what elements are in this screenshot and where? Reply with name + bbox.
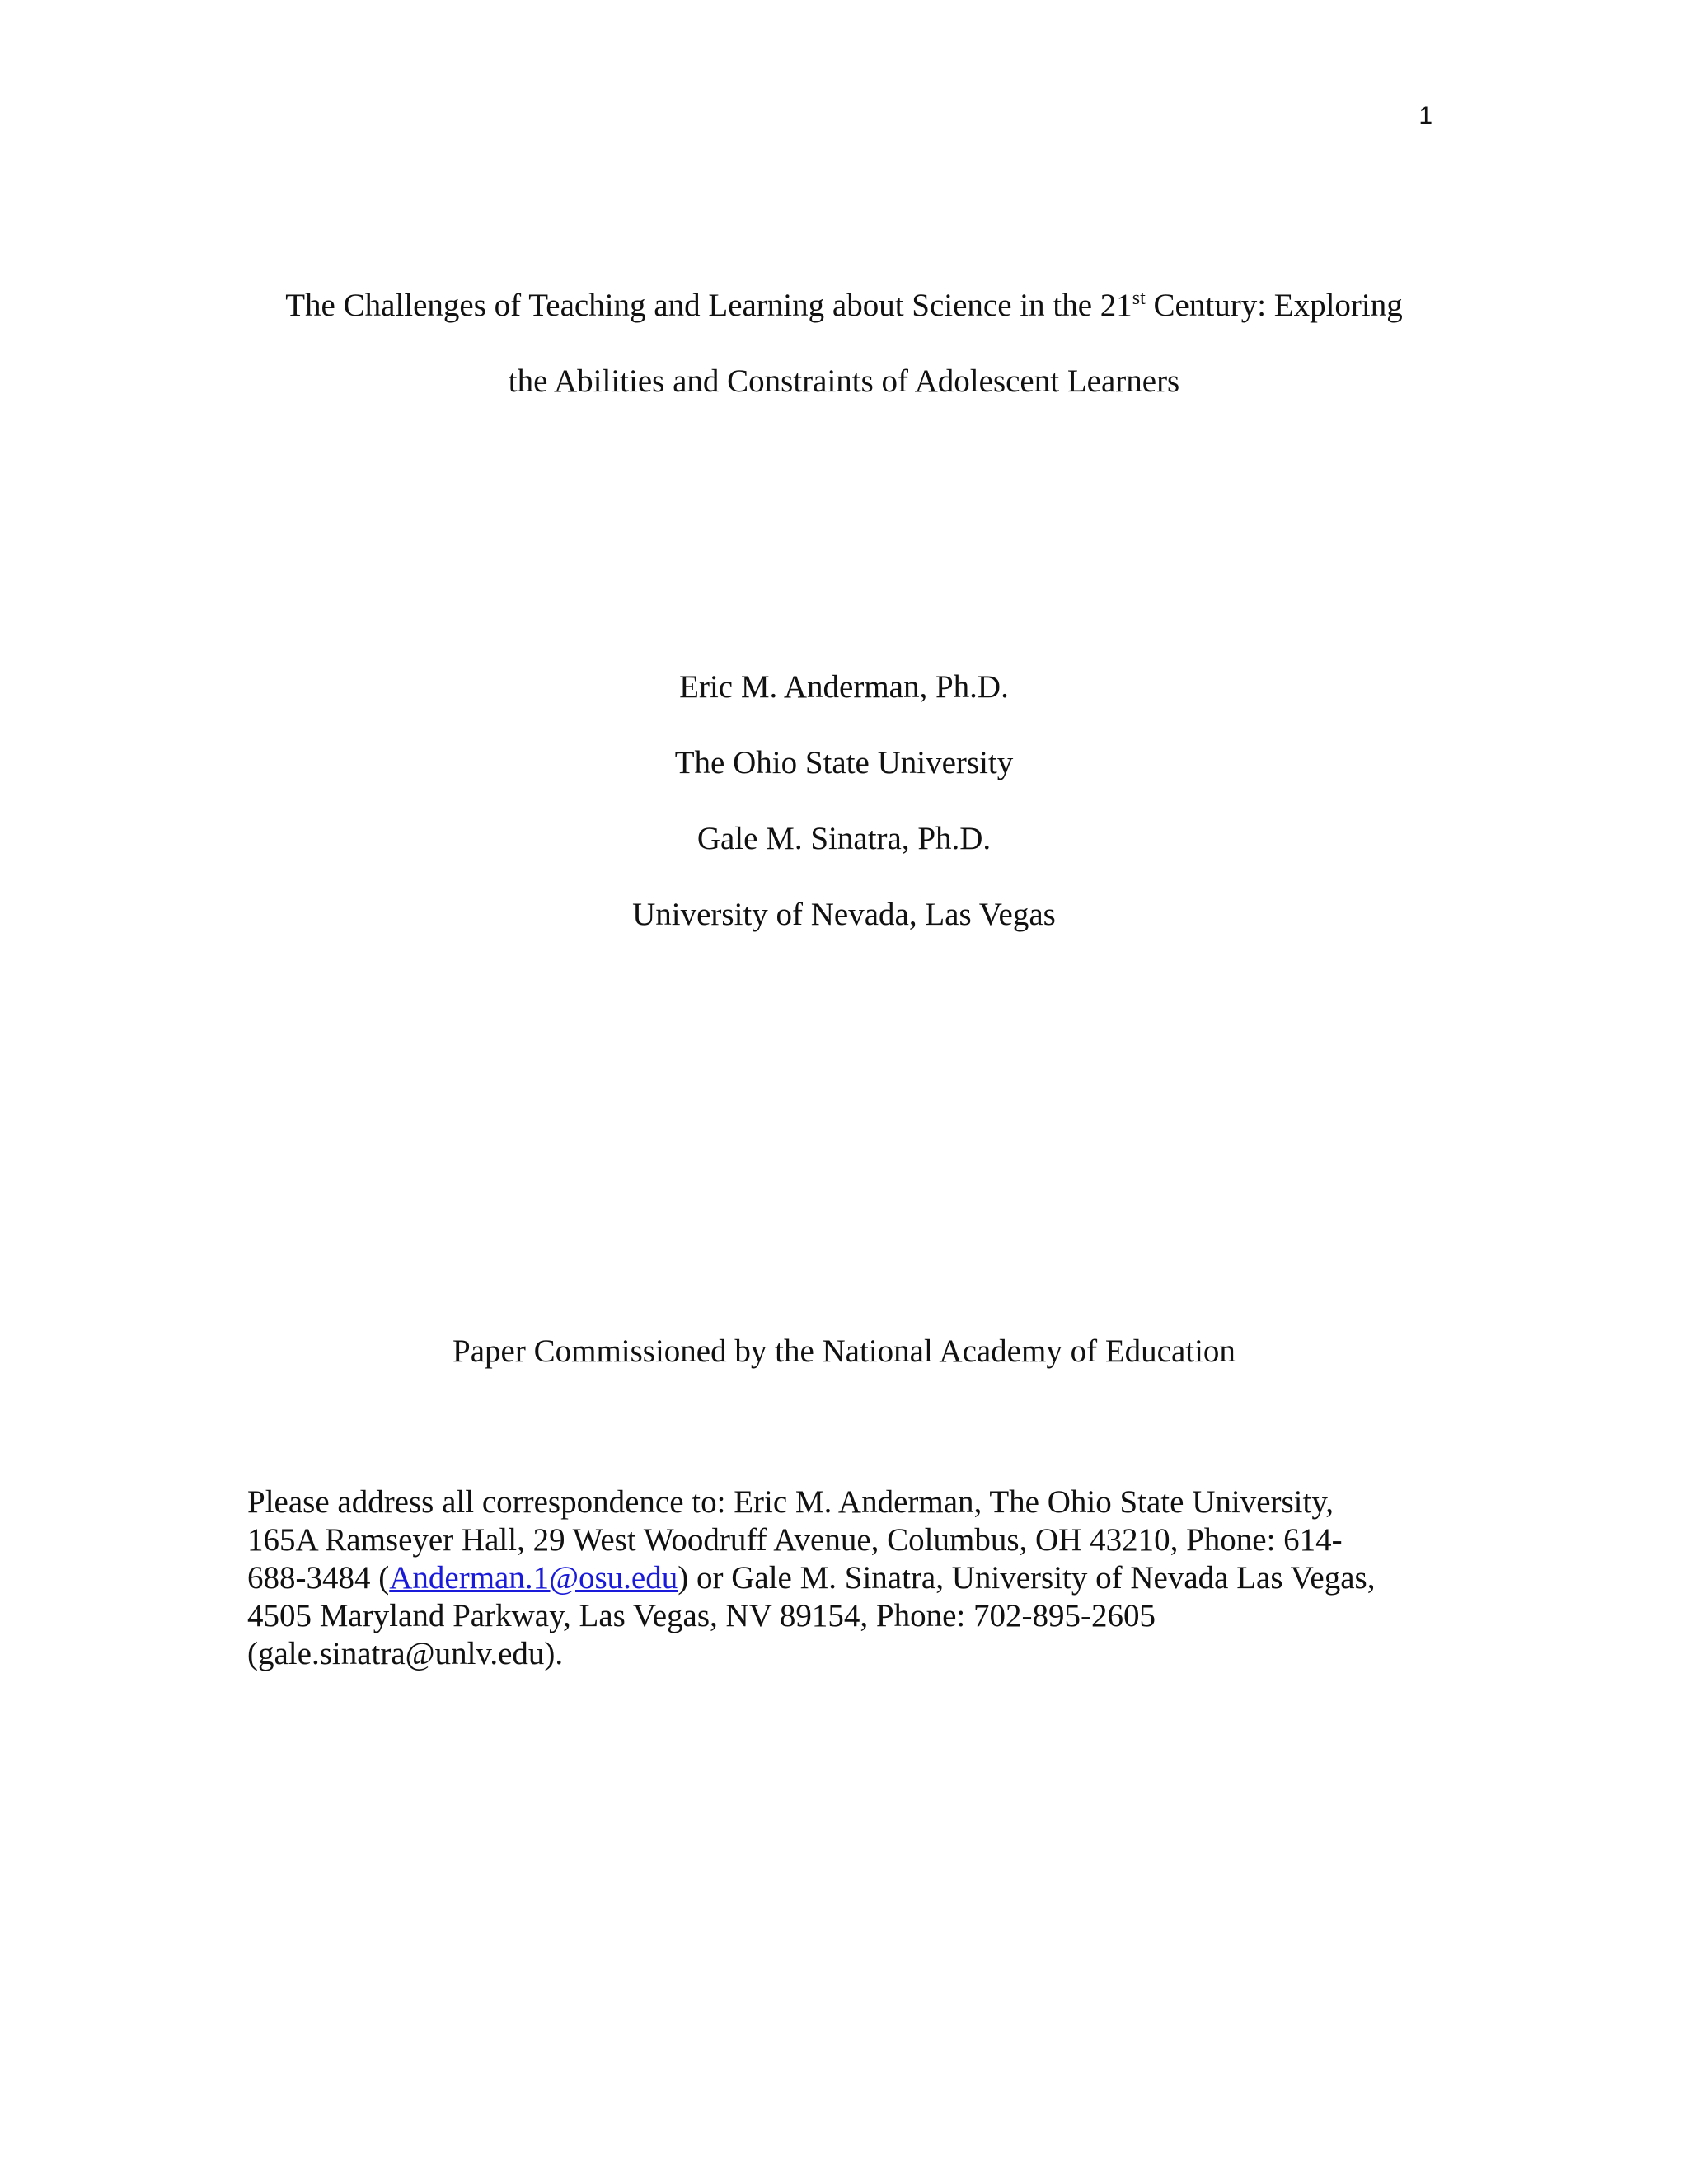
page-number: 1 bbox=[1418, 102, 1432, 129]
author-block bbox=[0, 649, 1688, 953]
author-name-1: Eric M. Anderman, Ph.D. bbox=[679, 669, 1009, 705]
correspondence-line-3 bbox=[247, 1559, 1451, 1597]
title-line-1-text: The Challenges of Teaching and Learning about Science in the 21 bbox=[285, 288, 1132, 323]
paper-title bbox=[0, 268, 1688, 419]
correspondence-line-2: 165A Ramseyer Hall, 29 West Woodruff Avenue, Columbus, OH 43210, Phone: 614- bbox=[247, 1522, 1343, 1558]
title-line-1-continuation: Century: Exploring bbox=[1145, 288, 1403, 323]
author-affiliation-2: University of Nevada, Las Vegas bbox=[632, 897, 1056, 932]
title-line-2: the Abilities and Constraints of Adolescent Learners bbox=[508, 363, 1180, 399]
correspondence-line-5: (gale.sinatra@unlv.edu). bbox=[247, 1636, 564, 1671]
commission-note: Paper Commissioned by the National Academy of Education bbox=[452, 1333, 1236, 1369]
correspondence-line-4: 4505 Maryland Parkway, Las Vegas, NV 89154, Phone: 702-895-2605 bbox=[247, 1598, 1156, 1633]
author-name-2: Gale M. Sinatra, Ph.D. bbox=[696, 821, 992, 856]
title-line-1 bbox=[0, 268, 1688, 344]
title-superscript: st bbox=[1132, 288, 1146, 309]
correspondence-line-1: Please address all correspondence to: Eric M. Anderman, The Ohio State University, bbox=[247, 1484, 1334, 1520]
correspondence-line-3-start: 688-3484 ( bbox=[247, 1560, 390, 1596]
author-affiliation-1: The Ohio State University bbox=[674, 745, 1014, 780]
correspondence-line-3-end: ) or Gale M. Sinatra, University of Nevada Las Vegas, bbox=[678, 1560, 1376, 1596]
correspondence-block bbox=[247, 1483, 1451, 1673]
email-link-anderman[interactable]: Anderman.1@osu.edu bbox=[389, 1560, 678, 1596]
